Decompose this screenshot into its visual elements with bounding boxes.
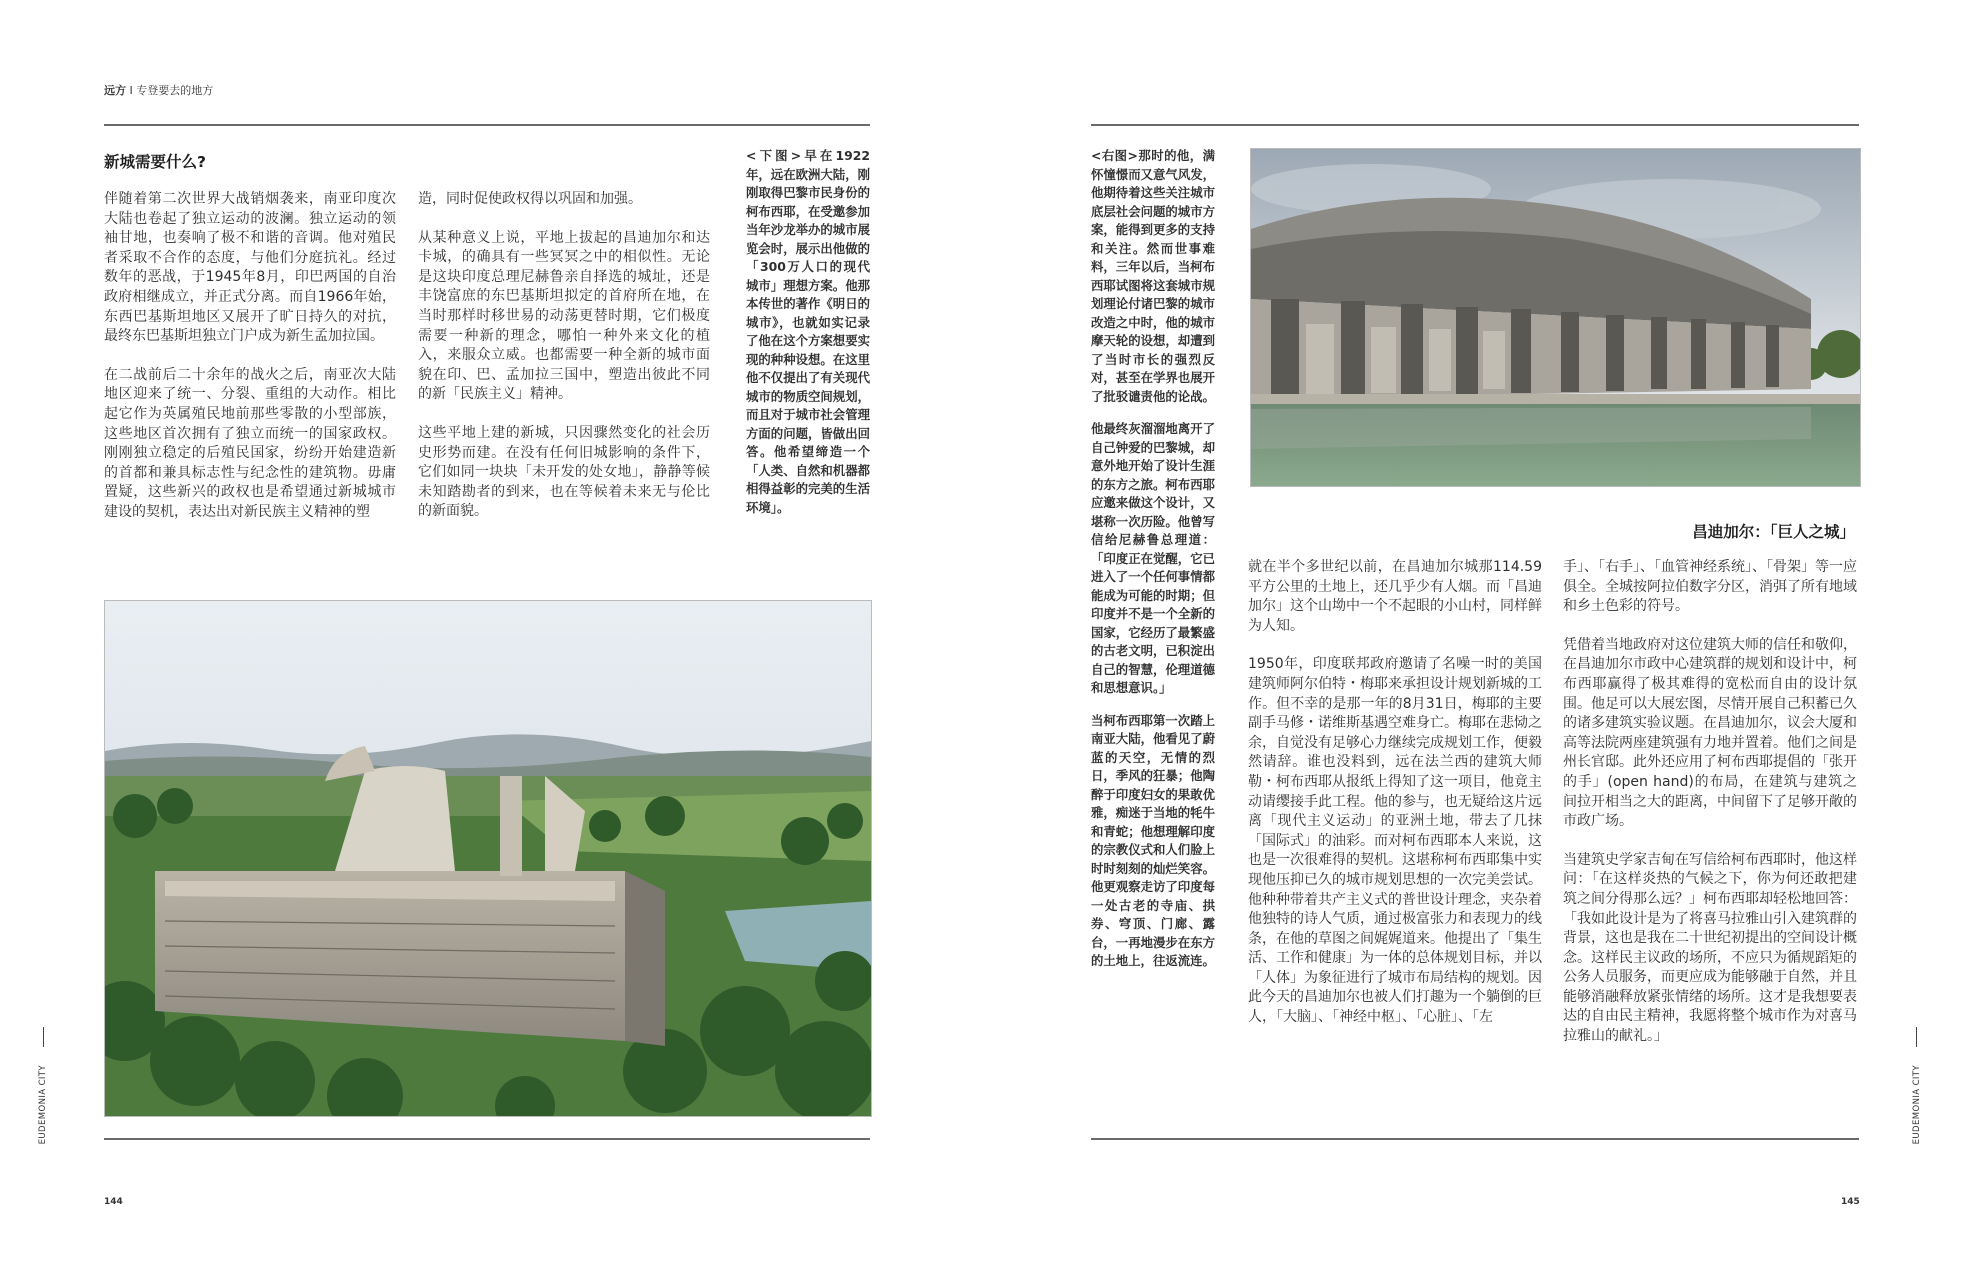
margin-tick-right bbox=[1916, 1027, 1917, 1047]
left-column-2 bbox=[418, 190, 710, 541]
sidebar-text: <右图>那时的他，满怀憧憬而又意气风发，他期待着这些关注城市底层社会问题的城市方案，能得到更多的支持和关注。然而世事难料，三年以后，当柯布西耶试图将这套城市规划理论付诸巴黎的城市改造之中时，他的城市摩天轮的设想，却遭到了当时市长的强烈反对，甚至在学界也展开了批驳谴责他的论战。 bbox=[1091, 148, 1215, 404]
margin-tick-left bbox=[43, 1027, 44, 1047]
right-column-1 bbox=[1248, 558, 1542, 1047]
paragraph: 从某种意义上说，平地上拔起的昌迪加尔和达卡城，的确具有一些冥冥之中的相似性。无论是这块印度总理尼赫鲁亲自择选的城址，还是丰饶富庶的东巴基斯坦拟定的首府所在地，在当时那样时移世易的动荡更替时期，它们极度需要一种新的理念，哪怕一种外来文化的植入，来服众立威。也都需要一种全新的城市面貌在印、巴、孟加拉三国中，塑造出彼此不同的新「民族主义」精神。 bbox=[418, 229, 710, 403]
sidebar-text: 当柯布西耶第一次踏上南亚大陆，他看见了蔚蓝的天空，无情的烈日，季风的狂暴；他陶醉于印度妇女的果敢优雅，痴迷于当地的牦牛和青蛇；他想理解印度的宗教仪式和人们脸上时时刻刻的灿烂笑容。他更观察走访了印度每一处古老的寺庙、拱券、穹顶、门廊、露台，一再地漫步在东方的土地上，往返流连。 bbox=[1091, 712, 1215, 968]
vertical-title-right: EUDEMONIA CITY bbox=[1912, 1065, 1922, 1145]
section-caption-title: 昌迪加尔：「巨人之城」 bbox=[1692, 523, 1855, 541]
high-court-photo bbox=[1250, 148, 1861, 487]
palace-of-assembly-photo bbox=[104, 600, 872, 1117]
vertical-title-left: EUDEMONIA CITY bbox=[38, 1065, 48, 1145]
sidebar-text: <下图>早在1922年，远在欧洲大陆，刚刚取得巴黎市民身份的柯布西耶，在受邀参加当年沙龙举办的城市展览会时，展示出他做的「300万人口的现代城市」理想方案。他那本传世的著作《明日的城市》，也就如实记录了他在这个方案想要实现的种种设想。在这里他不仅提出了有关现代城市的物质空间规划，而且对于城市社会管理方面的问题，皆做出回答。他希望缔造一个「人类、自然和机器都相得益彰的完美的生活环境」。 bbox=[746, 148, 870, 515]
top-rule-left bbox=[104, 124, 870, 126]
left-column-1 bbox=[104, 190, 396, 542]
page-number-right: 145 bbox=[1841, 1197, 1860, 1207]
right-sidebar bbox=[1091, 147, 1215, 985]
paragraph: 当建筑史学家吉甸在写信给柯布西耶时，他这样问：「在这样炎热的气候之下，你为何还敢把建筑之间分得那么远？」柯布西耶却轻松地回答：「我如此设计是为了将喜马拉雅山引入建筑群的背景，这也是我在二十世纪初提出的空间设计概念。这样民主议政的场所，不应只为循规蹈矩的公务人员服务，而更应成为能够融于自然，并且能够消融释放紧张情绪的场所。这才是我想要表达的自由民主精神，我愿将整个城市作为对喜马拉雅山的献礼。」 bbox=[1563, 851, 1857, 1045]
paragraph: 在二战前后二十余年的战火之后，南亚次大陆地区迎来了统一、分裂、重组的大动作。相比起它作为英属殖民地前那些零散的小型部族，这些地区首次拥有了独立而统一的国家政权。刚刚独立稳定的后殖民国家，纷纷开始建造新的首都和兼具标志性与纪念性的建筑物。毋庸置疑，这些新兴的政权也是希望通过新城城市建设的契机，表达出对新民族主义精神的塑 bbox=[104, 366, 396, 520]
bottom-rule-right bbox=[1091, 1138, 1859, 1140]
top-rule-right bbox=[1091, 124, 1859, 126]
running-header bbox=[104, 82, 213, 98]
paragraph: 凭借着当地政府对这位建筑大师的信任和敬仰，在昌迪加尔市政中心建筑群的规划和设计中，柯布西耶赢得了极其难得的宽松而自由的设计氛围。他足可以大展宏图，尽情开展自己积蓄已久的诸多建筑实验议题。在昌迪加尔，议会大厦和高等法院两座建筑强有力地并置着。他们之间是州长官邸。此外还应用了柯布西耶提倡的「张开的手」(open hand)的布局，在建筑与建筑之间拉开相当之大的距离，中间留下了足够开敞的市政广场。 bbox=[1563, 636, 1857, 830]
article-heading: 新城需要什么? bbox=[104, 153, 206, 171]
paragraph: 这些平地上建的新城，只因骤然变化的社会历史形势而建。在没有任何旧城影响的条件下，它们如同一块块「未开发的处女地」，静静等候未知踏勘者的到来，也在等候着未来无与伦比的新面貌。 bbox=[418, 424, 710, 520]
left-sidebar bbox=[746, 147, 870, 531]
sidebar-text: 他最终灰溜溜地离开了自己钟爱的巴黎城，却意外地开始了设计生涯的东方之旅。柯布西耶应邀来做这个设计，又堪称一次历险。他曾写信给尼赫鲁总理道：「印度正在觉醒，它已进入了一个任何事情都能成为可能的时期；但印度并不是一个全新的国家，它经历了最繁盛的古老文明，已积淀出自己的智慧，伦理道德和思想意识。」 bbox=[1091, 421, 1215, 695]
section-label: 远方 bbox=[104, 84, 126, 97]
paragraph: 造，同时促使政权得以巩固和加强。 bbox=[418, 191, 642, 207]
paragraph: 伴随着第二次世界大战销烟袭来，南亚印度次大陆也卷起了独立运动的波澜。独立运动的领袖甘地，也奏响了极不和谐的音调。他对殖民者采取不合作的态度，与他们分庭抗礼。经过数年的恶战，于1945年8月，印巴两国的自治政府相继成立，并正式分离。而自1966年始，东西巴基斯坦地区又展开了旷日持久的对抗，最终东巴基斯坦独立门户成为新生孟加拉国。 bbox=[104, 191, 396, 345]
bottom-rule-left bbox=[104, 1138, 870, 1140]
page-number-left: 144 bbox=[104, 1197, 123, 1207]
paragraph: 1950年，印度联邦政府邀请了名噪一时的美国建筑师阿尔伯特・梅耶来承担设计规划新城的工作。但不幸的是那一年的8月31日，梅耶的主要副手马修・诺维斯基遇空难身亡。梅耶在悲恸之余，自觉没有足够心力继续完成规划工作，便毅然请辞。谁也没料到，远在法兰西的建筑大师勒・柯布西耶从报纸上得知了这一项目，他竟主动请缨接手此工程。他的参与，也无疑给这片远离「现代主义运动」的亚洲土地，带去了几抹「国际式」的油彩。而对柯布西耶本人来说，这也是一次很难得的契机。这堪称柯布西耶集中实现他压抑已久的城市规划思想的一次完美尝试。他种种带着共产主义式的普世设计理念，夹杂着他独特的诗人气质，通过极富张力和表现力的线条，在他的草图之间娓娓道来。他提出了「集生活、工作和健康」为一体的总体规划目标，并以「人体」为象征进行了城市布局结构的规划。因此今天的昌迪加尔也被人们打趣为一个躺倒的巨人，「大脑」、「神经中枢」、「心脏」、「左 bbox=[1248, 656, 1542, 1026]
right-column-2 bbox=[1563, 558, 1857, 1066]
paragraph: 手」、「右手」、「血管神经系统」、「骨架」等一应俱全。全城按阿拉伯数字分区，消弭了所有地域和乡土色彩的符号。 bbox=[1563, 559, 1857, 615]
paragraph: 就在半个多世纪以前，在昌迪加尔城那114.59平方公里的土地上，还几乎少有人烟。而「昌迪加尔」这个山坳中一个不起眼的小山村，同样鲜为人知。 bbox=[1248, 559, 1542, 634]
section-subtitle: 专登要去的地方 bbox=[136, 84, 214, 97]
header-separator: I bbox=[126, 84, 137, 97]
